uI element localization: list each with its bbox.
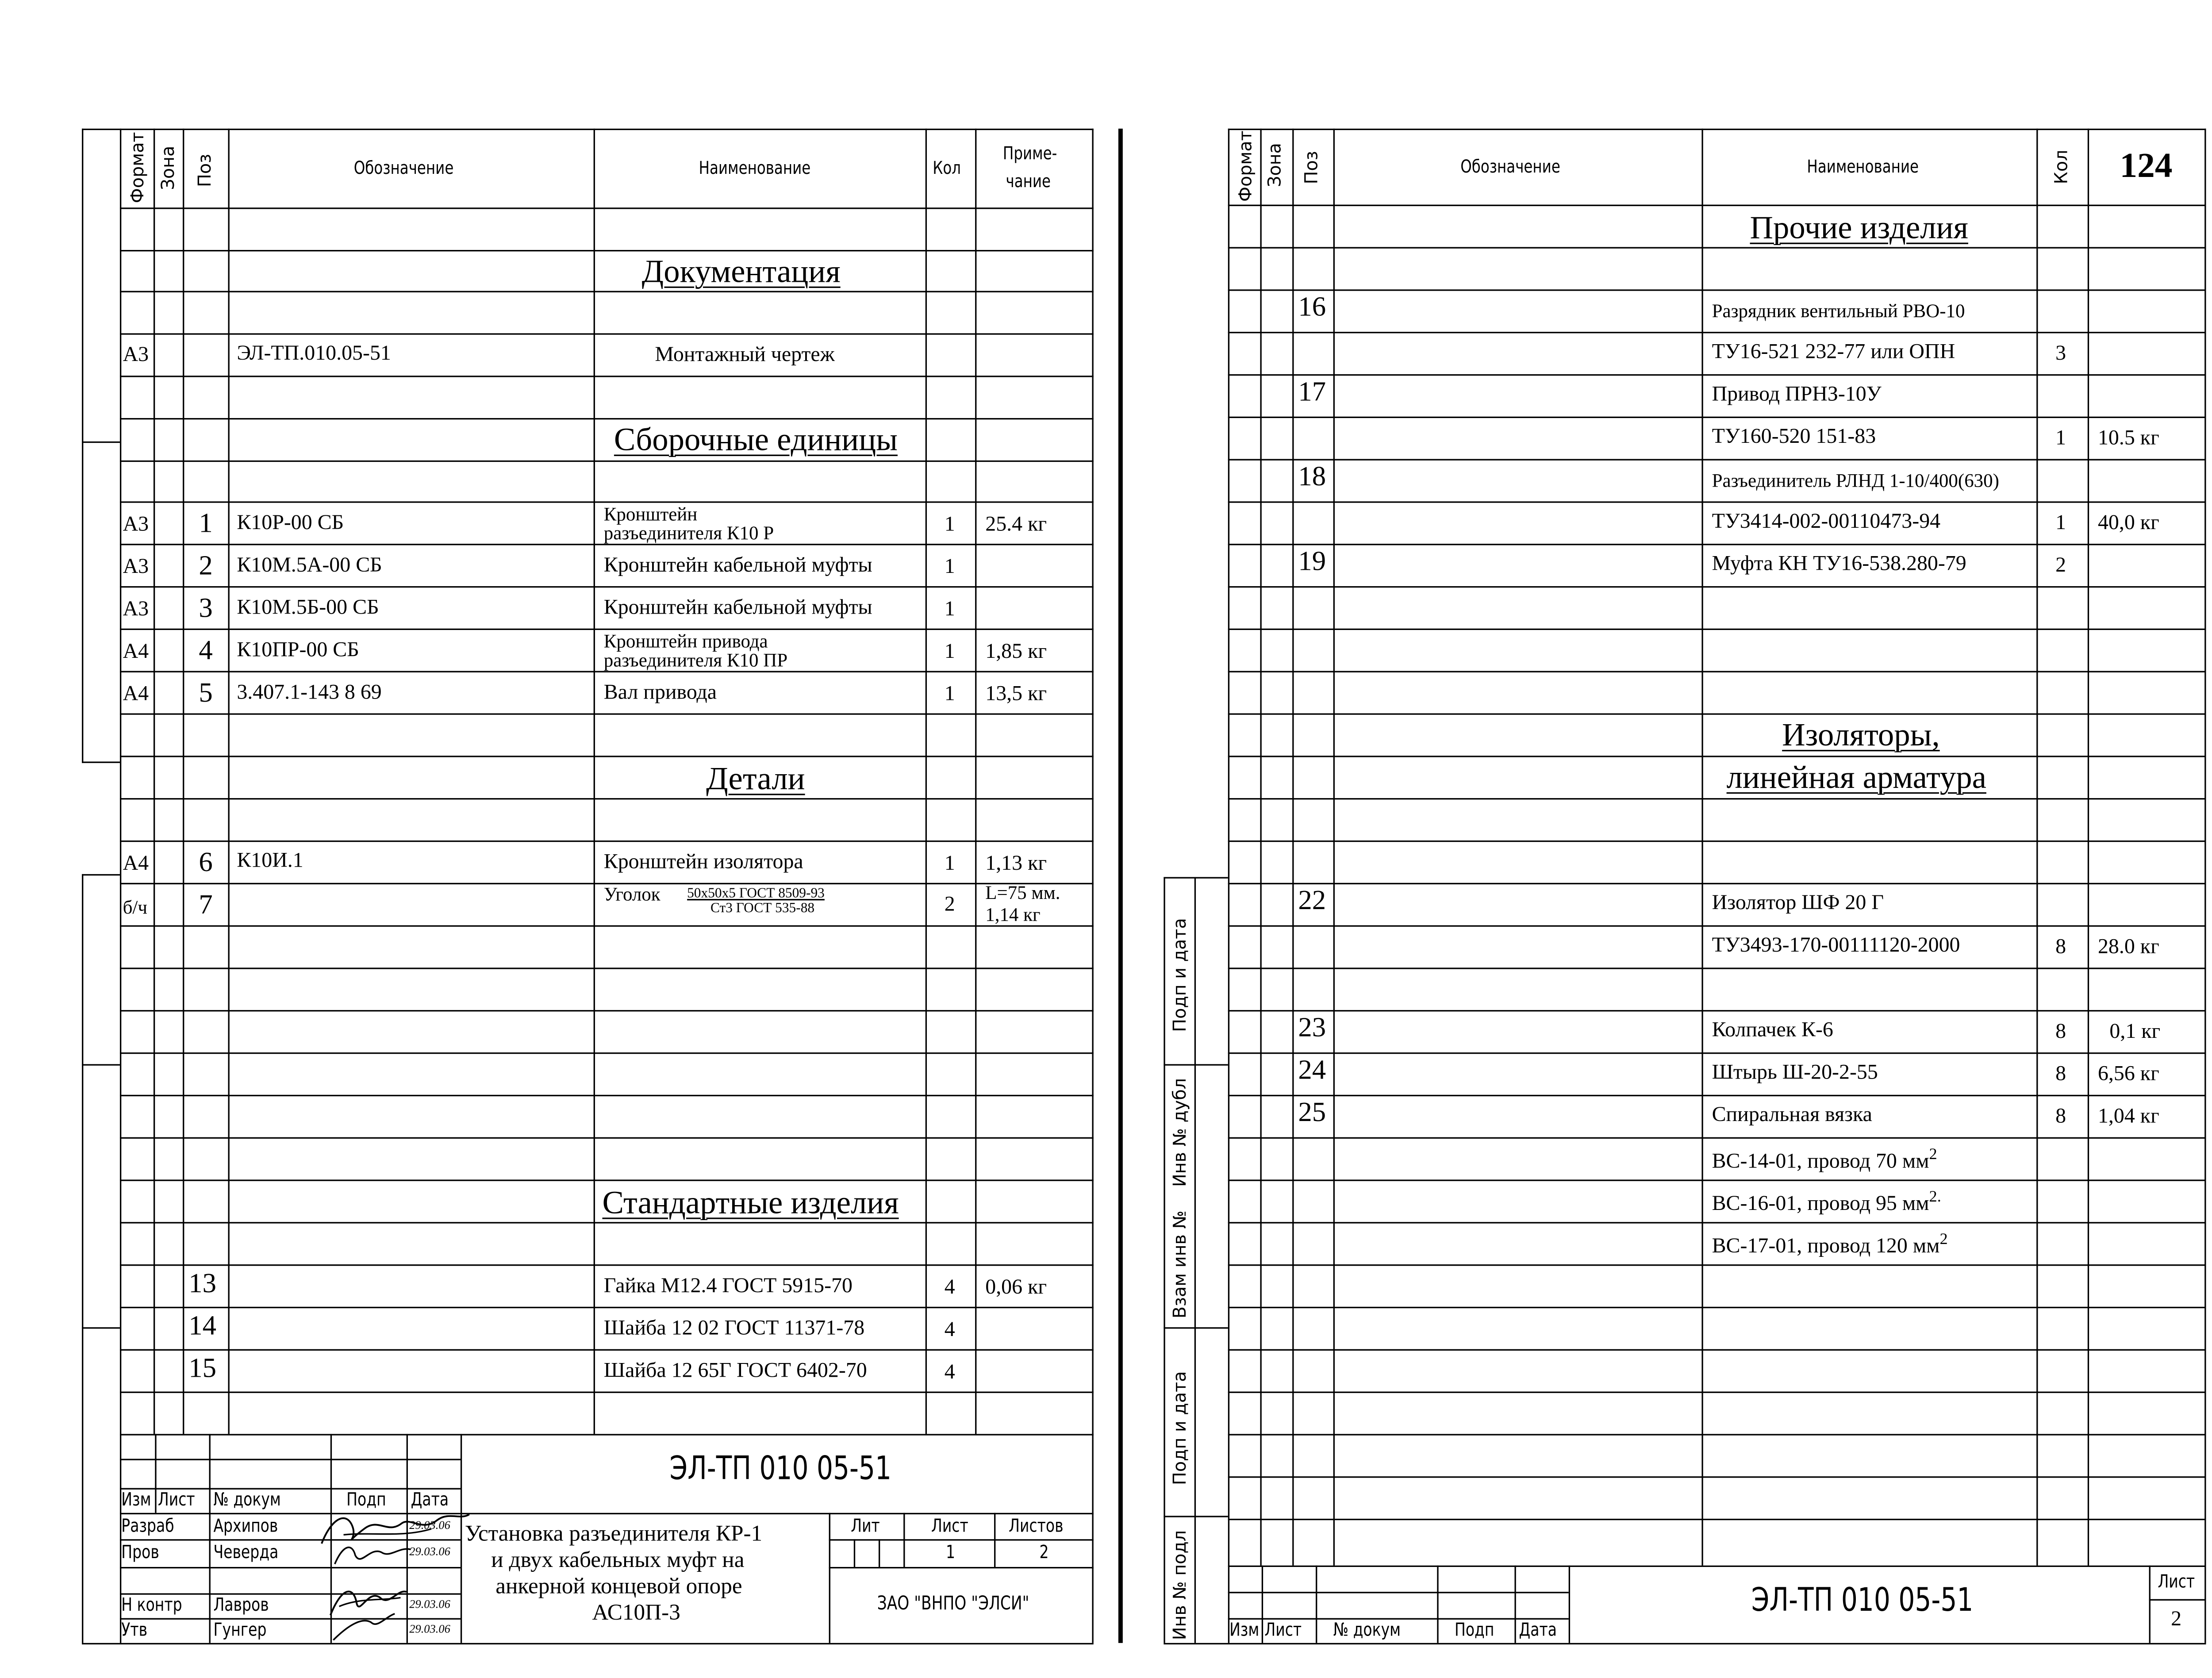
table-row-line <box>1228 1476 2206 1478</box>
table-row-line <box>1228 332 2206 333</box>
stamp-col-doc: № докум <box>213 1488 281 1510</box>
stamp-code: ЭЛ-ТП 010 05-51 <box>1751 1583 1974 1620</box>
row-name <box>1712 1063 1878 1084</box>
row-name <box>1712 893 1884 914</box>
row-name: Гайка М12.4 ГОСТ 5915-70 <box>603 1275 853 1298</box>
header-poz: Поз <box>194 154 215 187</box>
table-row-line <box>1228 1434 2206 1435</box>
row-poz: 6 <box>199 848 213 879</box>
stamp-sheet-label: Лист <box>931 1514 968 1536</box>
section-standard: Стандартные изделия <box>602 1184 899 1221</box>
row-name-text: ВС-17-01, провод 120 мм <box>1712 1235 1940 1259</box>
table-row-line <box>1228 1052 2206 1054</box>
row-name <box>1712 342 1955 363</box>
row-qty: 1 <box>944 683 955 706</box>
row-name <box>1712 427 1876 448</box>
row-qty: 8 <box>2055 1063 2066 1086</box>
row-note: 1,04 кг <box>2097 1105 2159 1129</box>
row-qty: 8 <box>2055 1020 2066 1044</box>
row-poz: 19 <box>1298 546 1326 578</box>
stamp-date: 29.03.06 <box>409 1597 450 1611</box>
row-designation: К10М.5Б-00 СБ <box>237 596 379 620</box>
row-name-text: Привод ПРНЗ-10У <box>1712 383 1882 407</box>
stamp-role: Пров <box>121 1540 159 1563</box>
superscript: 2. <box>1929 1188 1941 1206</box>
row-name-line1: Уголок <box>603 883 661 905</box>
row-name-line1: Кронштейн привода <box>603 630 768 652</box>
superscript: 2 <box>1939 1231 1948 1248</box>
table-row-line <box>1228 1095 2206 1096</box>
section-insulators-line1: Изоляторы, <box>1782 716 1940 753</box>
row-name <box>1712 1105 1872 1126</box>
row-note: 25.4 кг <box>985 513 1047 537</box>
stamp-sheet: 1 <box>946 1540 956 1563</box>
stamp-organization: ЗАО "ВНПО "ЭЛСИ" <box>877 1593 1029 1616</box>
row-poz: 17 <box>1298 377 1326 408</box>
row-name <box>1712 301 1965 320</box>
row-name <box>1712 554 1966 575</box>
stamp-col-date: Дата <box>1519 1618 1557 1640</box>
row-designation: 3.407.1-143 8 69 <box>237 681 382 705</box>
row-note-line1: L=75 мм. <box>985 881 1060 903</box>
table-row-line <box>1228 1307 2206 1308</box>
row-poz: 13 <box>188 1268 217 1300</box>
row-poz: 7 <box>199 890 213 921</box>
row-name-text: Спиральная вязка <box>1712 1103 1872 1127</box>
stamp-col-list: Лист <box>157 1488 195 1510</box>
row-name <box>1712 1232 1948 1257</box>
row-name-text: Муфта КН ТУ16-538.280-79 <box>1712 552 1966 576</box>
table-row-line <box>1228 374 2206 376</box>
stamp-col-sign: Подп <box>346 1488 386 1510</box>
side-label-inv-dubl: Инв № дубл <box>1169 1078 1190 1187</box>
row-qty: 2 <box>2055 554 2066 578</box>
page-number: 124 <box>2120 147 2173 186</box>
header-note-line1: Приме- <box>1002 143 1057 164</box>
row-name <box>1712 471 1999 490</box>
row-designation: К10М.5А-00 СБ <box>237 554 382 578</box>
header-zone: Зона <box>1264 143 1285 187</box>
row-note: 28.0 кг <box>2097 935 2159 959</box>
stamp-role: Утв <box>121 1618 148 1640</box>
row-name-line2: разъединителя К10 Р <box>603 522 774 544</box>
row-note: 1,85 кг <box>985 640 1047 664</box>
row-qty: 4 <box>944 1276 955 1300</box>
row-designation: К10Р-00 СБ <box>237 511 344 535</box>
table-row-line <box>1228 629 2206 630</box>
row-name: Вал привода <box>603 681 717 705</box>
header-name: Наименование <box>699 157 811 179</box>
row-name-text: ТУ3493-170-00111120-2000 <box>1712 934 1960 958</box>
row-qty: 1 <box>944 513 955 537</box>
header-zone: Зона <box>157 146 179 190</box>
header-note-line2: чание <box>1006 171 1051 192</box>
table-row-line <box>1228 968 2206 969</box>
stamp-col-sign: Подп <box>1454 1618 1494 1640</box>
stamp-role: Разраб <box>121 1514 174 1536</box>
row-format: б/ч <box>123 896 147 918</box>
row-poz: 18 <box>1298 462 1326 493</box>
row-name: Кронштейн кабельной муфты <box>603 596 872 620</box>
table-row-line <box>1228 1519 2206 1520</box>
row-name-text: Разъединитель РЛНД 1-10/400(630) <box>1712 469 1999 491</box>
row-name-text: ТУ16-521 232-77 или ОПН <box>1712 340 1955 364</box>
side-label-inv-podl: Инв № подл <box>1169 1530 1190 1640</box>
row-poz: 14 <box>188 1311 217 1342</box>
stamp-title-line3: анкерной концевой опоре <box>495 1574 742 1599</box>
row-note: 1,13 кг <box>985 852 1047 876</box>
row-format: А3 <box>123 555 149 579</box>
stamp-lit-label: Лит <box>851 1514 880 1536</box>
row-name-text: ТУ3414-002-00110473-94 <box>1712 510 1941 534</box>
table-row-line <box>1228 1222 2206 1223</box>
row-name <box>1712 511 1941 533</box>
header-qty: Кол <box>2051 150 2072 184</box>
row-poz: 16 <box>1298 292 1326 323</box>
row-note: 10.5 кг <box>2097 426 2159 450</box>
section-other-items: Прочие изделия <box>1750 209 1968 246</box>
row-poz: 25 <box>1298 1098 1326 1129</box>
row-format: А3 <box>123 513 149 537</box>
table-row-line <box>1228 756 2206 757</box>
header-format: Формат <box>127 132 148 204</box>
row-name <box>1712 1148 1937 1173</box>
table-row-line <box>1228 1179 2206 1181</box>
row-poz: 2 <box>199 551 213 582</box>
row-name <box>1712 1190 1941 1215</box>
table-row-line <box>1228 501 2206 503</box>
row-name-text: Разрядник вентильный РВО-10 <box>1712 300 1965 322</box>
row-name-text: Колпачек К-6 <box>1712 1018 1833 1042</box>
table-row-line <box>1228 289 2206 291</box>
row-name: Шайба 12 02 ГОСТ 11371-78 <box>603 1317 865 1340</box>
stamp-date: 29.03.06 <box>409 1622 450 1636</box>
table-row-line <box>1228 798 2206 799</box>
row-poz: 15 <box>188 1353 217 1384</box>
table-row-line <box>1228 1392 2206 1393</box>
row-name: Кронштейн изолятора <box>603 850 803 874</box>
row-name-text: ВС-14-01, провод 70 мм <box>1712 1150 1929 1174</box>
row-qty: 8 <box>2055 1105 2066 1129</box>
stamp-col-izm: Изм <box>1229 1618 1260 1640</box>
stamp-person: Чеверда <box>213 1540 279 1563</box>
row-designation: К10ПР-00 СБ <box>237 638 359 662</box>
side-label-podp-data-2: Подп и дата <box>1169 1371 1190 1485</box>
row-name <box>1712 936 1960 957</box>
table-row-line <box>1228 459 2206 460</box>
stamp-sheets-label: Листов <box>1009 1514 1064 1536</box>
table-row-line <box>1228 1010 2206 1011</box>
row-note: 6,56 кг <box>2097 1063 2159 1086</box>
table-row-line <box>1228 417 2206 418</box>
stamp-col-list: Лист <box>1264 1618 1302 1640</box>
header-qty: Кол <box>933 157 961 179</box>
table-row-line <box>1228 841 2206 842</box>
table-row-line <box>1228 1264 2206 1266</box>
stamp-title-line4: АС10П-3 <box>592 1600 680 1626</box>
row-format: А4 <box>123 852 149 876</box>
table-row-line <box>1228 925 2206 926</box>
header-poz: Поз <box>1301 151 1322 184</box>
row-qty: 3 <box>2055 342 2066 366</box>
stamp-person: Архипов <box>213 1514 278 1536</box>
row-poz: 3 <box>199 593 213 624</box>
stamp-col-date: Дата <box>411 1488 449 1510</box>
row-note-line2: 1,14 кг <box>985 903 1041 925</box>
row-qty: 1 <box>944 555 955 579</box>
table-row-line <box>1228 544 2206 545</box>
section-documentation: Документация <box>641 253 841 290</box>
row-poz: 24 <box>1298 1055 1326 1086</box>
stamp-role: Н контр <box>121 1593 182 1616</box>
row-poz: 1 <box>199 508 213 540</box>
row-qty: 1 <box>2055 426 2066 450</box>
table-row-line <box>1228 883 2206 884</box>
row-qty: 1 <box>944 640 955 664</box>
row-name-text: ТУ160-520 151-83 <box>1712 425 1876 449</box>
row-name <box>1712 1020 1833 1041</box>
row-qty: 4 <box>944 1318 955 1342</box>
table-row-line <box>1228 247 2206 248</box>
row-qty: 1 <box>944 598 955 622</box>
row-note: 0,1 кг <box>2109 1020 2161 1044</box>
row-name-line2: Ст3 ГОСТ 535-88 <box>710 902 815 917</box>
stamp-date: 29.03.06 <box>409 1545 450 1559</box>
row-name-line1: Кронштейн <box>603 503 698 525</box>
stamp-title-line1: Установка разъединителя КР-1 <box>465 1521 763 1547</box>
side-label-vzam-inv: Взам инв № <box>1169 1210 1190 1319</box>
row-name-gost: 50х50х5 ГОСТ 8509-93 <box>687 887 825 902</box>
stamp-col-izm: Изм <box>121 1488 151 1510</box>
header-format: Формат <box>1235 131 1256 202</box>
section-assemblies: Сборочные единицы <box>614 421 898 458</box>
table-row-line <box>1228 671 2206 672</box>
row-name-text: ВС-16-01, провод 95 мм <box>1712 1192 1929 1216</box>
header-designation: Обозначение <box>1460 156 1560 177</box>
table-row-line <box>1228 713 2206 714</box>
row-name: Кронштейн кабельной муфты <box>603 554 872 578</box>
row-format: А4 <box>123 683 149 706</box>
side-label-podp-data: Подп и дата <box>1169 918 1190 1032</box>
stamp-sheets: 2 <box>1039 1540 1049 1563</box>
row-poz: 5 <box>199 678 213 709</box>
row-qty: 1 <box>944 852 955 876</box>
section-parts: Детали <box>706 760 805 797</box>
row-name: Монтажный чертеж <box>655 343 835 367</box>
row-format: А3 <box>123 343 149 367</box>
row-note: 40,0 кг <box>2097 511 2159 535</box>
table-row-line <box>1228 586 2206 587</box>
row-format: А4 <box>123 640 149 664</box>
row-poz: 4 <box>199 636 213 667</box>
row-qty: 4 <box>944 1361 955 1384</box>
row-note: 0,06 кг <box>985 1276 1047 1300</box>
stamp-code: ЭЛ-ТП 010 05-51 <box>669 1451 892 1488</box>
stamp-col-doc: № докум <box>1333 1618 1401 1640</box>
row-name: Шайба 12 65Г ГОСТ 6402-70 <box>603 1359 867 1383</box>
row-qty: 1 <box>2055 511 2066 535</box>
header-name: Наименование <box>1807 156 1919 177</box>
stamp-sheet-label: Лист <box>2158 1570 2195 1592</box>
row-designation: ЭЛ-ТП.010.05-51 <box>237 342 391 366</box>
row-qty: 2 <box>944 893 955 917</box>
table-row-line <box>1228 1137 2206 1139</box>
row-name-line2: разъединителя К10 ПР <box>603 649 788 671</box>
row-name-text: Штырь Ш-20-2-55 <box>1712 1061 1878 1085</box>
row-name-text: Изолятор ШФ 20 Г <box>1712 891 1884 915</box>
table-row-line <box>1228 1349 2206 1351</box>
row-poz: 23 <box>1298 1013 1326 1044</box>
row-poz: 22 <box>1298 886 1326 917</box>
stamp-title-line2: и двух кабельных муфт на <box>491 1548 745 1573</box>
superscript: 2 <box>1929 1146 1937 1164</box>
row-name <box>1712 384 1882 406</box>
row-note: 13,5 кг <box>985 683 1047 706</box>
stamp-person: Лавров <box>213 1593 269 1616</box>
stamp-date: 29.03.06 <box>409 1518 450 1532</box>
row-format: А3 <box>123 598 149 622</box>
stamp-sheet: 2 <box>2171 1608 2182 1632</box>
row-qty: 8 <box>2055 935 2066 959</box>
section-insulators-line2: линейная арматура <box>1726 758 1986 795</box>
stamp-person: Гунгер <box>213 1618 267 1640</box>
header-designation: Обозначение <box>353 157 454 179</box>
row-designation: К10И.1 <box>237 849 303 873</box>
